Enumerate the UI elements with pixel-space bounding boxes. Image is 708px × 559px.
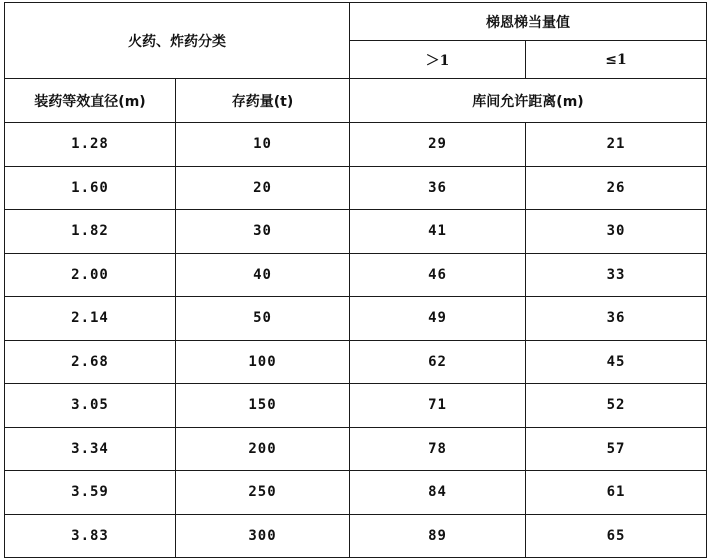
storage-cell: 40	[176, 253, 350, 297]
diameter-cell: 3.83	[5, 514, 176, 558]
distance-table	[4, 2, 707, 558]
distance-gt1-cell: 41	[350, 210, 526, 254]
distance-gt1-cell: 62	[350, 340, 526, 384]
distance-gt1-cell: 29	[350, 123, 526, 167]
diameter-cell: 3.05	[5, 384, 176, 428]
distance-gt1-cell: 89	[350, 514, 526, 558]
table-row	[5, 514, 707, 558]
table-row	[5, 297, 707, 341]
charge-diameter-header: 装药等效直径(m)	[5, 79, 176, 123]
distance-le1-cell: 30	[526, 210, 707, 254]
diameter-cell: 3.34	[5, 427, 176, 471]
gt1-header: ＞1	[350, 41, 526, 79]
diameter-cell: 1.28	[5, 123, 176, 167]
distance-gt1-cell: 36	[350, 166, 526, 210]
table-row	[5, 210, 707, 254]
distance-gt1-cell: 71	[350, 384, 526, 428]
distance-le1-cell: 26	[526, 166, 707, 210]
category-header: 火药、炸药分类	[5, 3, 350, 79]
distance-le1-cell: 61	[526, 471, 707, 515]
storage-header: 存药量(t)	[176, 79, 350, 123]
diameter-cell: 2.68	[5, 340, 176, 384]
diameter-cell: 1.60	[5, 166, 176, 210]
table-row	[5, 253, 707, 297]
storage-cell: 20	[176, 166, 350, 210]
le1-header: ≤1	[526, 41, 707, 79]
table-row	[5, 427, 707, 471]
distance-gt1-cell: 84	[350, 471, 526, 515]
diameter-cell: 3.59	[5, 471, 176, 515]
storage-cell: 100	[176, 340, 350, 384]
tnt-equivalent-header: 梯恩梯当量值	[350, 3, 707, 41]
distance-le1-cell: 65	[526, 514, 707, 558]
distance-le1-cell: 36	[526, 297, 707, 341]
distance-le1-cell: 45	[526, 340, 707, 384]
diameter-cell: 2.14	[5, 297, 176, 341]
storage-cell: 300	[176, 514, 350, 558]
storage-cell: 150	[176, 384, 350, 428]
table-row	[5, 340, 707, 384]
storage-cell: 10	[176, 123, 350, 167]
distance-le1-cell: 52	[526, 384, 707, 428]
distance-le1-cell: 57	[526, 427, 707, 471]
table-row	[5, 166, 707, 210]
diameter-cell: 2.00	[5, 253, 176, 297]
storage-cell: 200	[176, 427, 350, 471]
table-row	[5, 384, 707, 428]
distance-gt1-cell: 46	[350, 253, 526, 297]
storage-cell: 50	[176, 297, 350, 341]
distance-header: 库间允许距离(m)	[350, 79, 707, 123]
table-row	[5, 471, 707, 515]
diameter-cell: 1.82	[5, 210, 176, 254]
distance-le1-cell: 33	[526, 253, 707, 297]
storage-cell: 250	[176, 471, 350, 515]
distance-gt1-cell: 49	[350, 297, 526, 341]
distance-le1-cell: 21	[526, 123, 707, 167]
storage-cell: 30	[176, 210, 350, 254]
distance-gt1-cell: 78	[350, 427, 526, 471]
table-row	[5, 123, 707, 167]
